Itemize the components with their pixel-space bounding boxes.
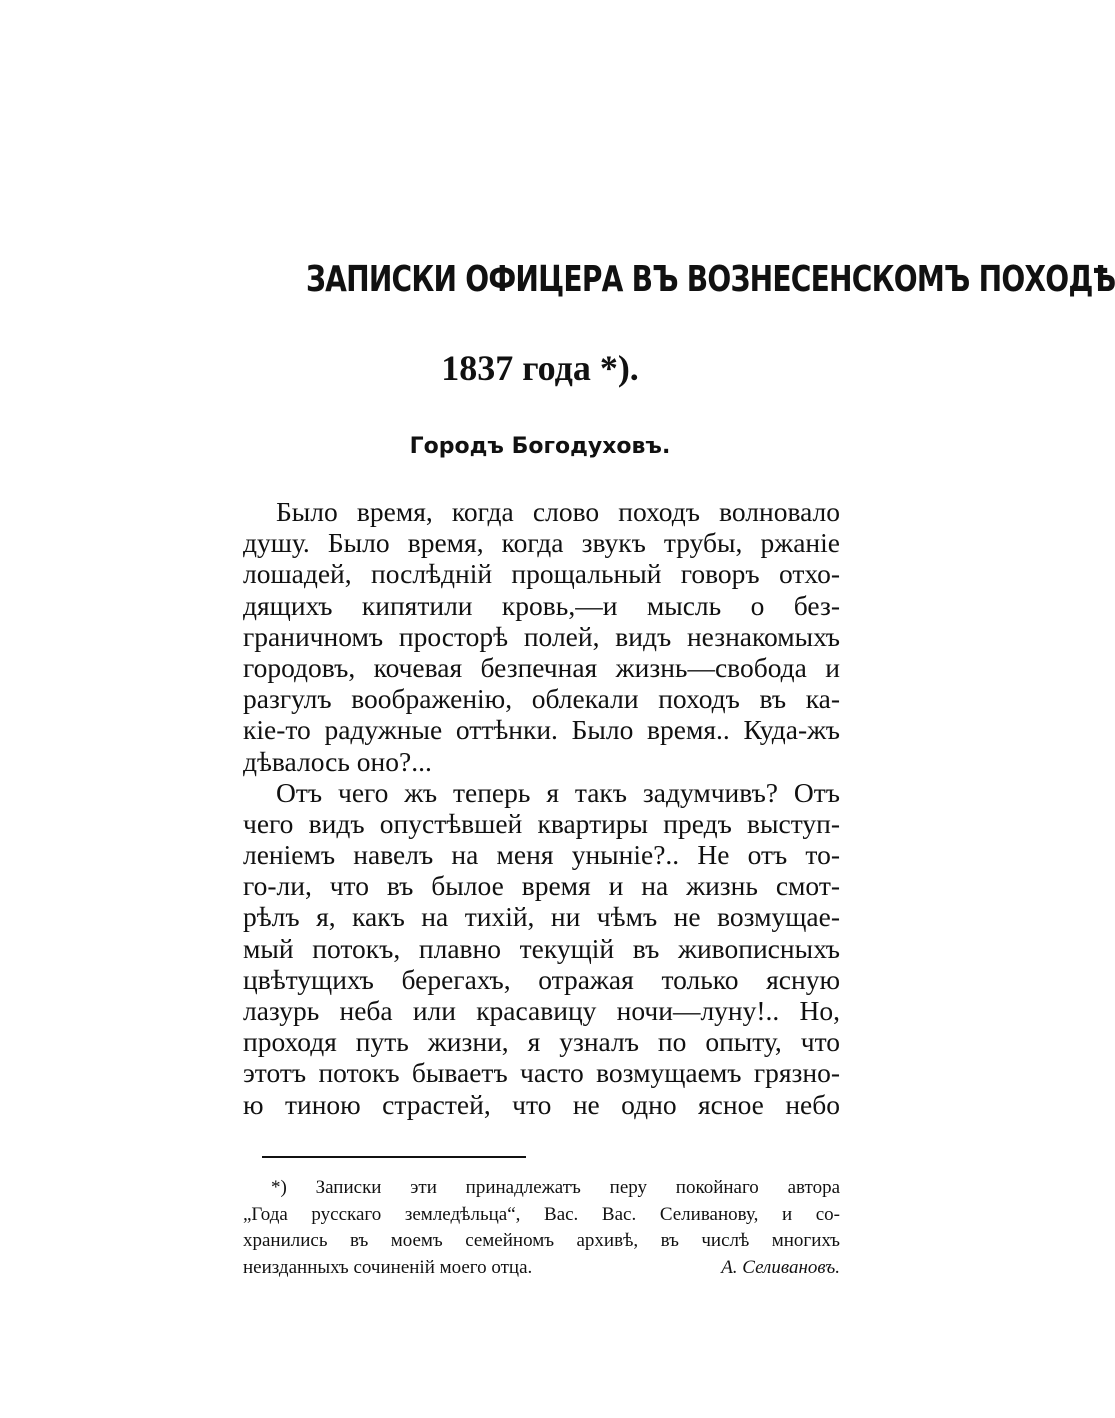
text-line: лазурь неба или красавицу ночи—луну!.. Но, xyxy=(243,995,840,1026)
text-line: лошадей, послѣдній прощальный говоръ отхо- xyxy=(243,558,840,590)
footnote xyxy=(243,1175,840,1281)
footnote-line: „Года русскаго земледѣльца“, Вас. Вас. Селиванову, и со- xyxy=(243,1203,840,1225)
text-line: мый потокъ, плавно текущій въ живописныхъ xyxy=(243,932,840,964)
text-line: разгулъ воображенію, облекали походъ въ ка- xyxy=(243,683,840,715)
text-line: Было время, когда слово походъ волновало xyxy=(276,496,840,527)
text-line: леніемъ навелъ на меня уныніе?.. Не отъ то- xyxy=(243,839,840,871)
footnote-signature: А. Селивановъ. xyxy=(721,1256,840,1278)
text-line: душу. Было время, когда звукъ трубы, ржаніе xyxy=(243,527,840,559)
section-heading: Городъ Богодуховъ. xyxy=(409,434,671,459)
text-line: дящихъ кипятили кровь,—и мысль о без- xyxy=(243,589,840,621)
text-line: ю тиною страстей, что не одно ясное небо xyxy=(243,1088,840,1120)
year-subtitle: 1837 года *). xyxy=(441,348,639,388)
footnote-divider xyxy=(262,1156,526,1158)
text-line: рѣлъ я, какъ на тихій, ни чѣмъ не возмущае- xyxy=(243,901,840,933)
text-line: городовъ, кочевая безпечная жизнь—свобода и xyxy=(243,651,840,683)
text-line: Отъ чего жъ теперь я такъ задумчивъ? Отъ xyxy=(276,776,840,808)
text-line: го-ли, что въ былое время и на жизнь смот- xyxy=(243,870,840,902)
text-line: этотъ потокъ бываетъ часто возмущаемъ грязно- xyxy=(243,1057,840,1089)
footnote-line: неизданныхъ сочиненій моего отца. xyxy=(243,1256,533,1278)
text-line: дѣвалось оно?... xyxy=(243,745,432,777)
footnote-line: *) Записки эти принадлежатъ перу покойнаго автора xyxy=(271,1177,840,1198)
text-line: цвѣтущихъ берегахъ, отражая только ясную xyxy=(243,963,840,995)
text-line: кіе-то радужные оттѣнки. Было время.. Куда-жъ xyxy=(243,714,840,746)
footnote-line: хранились въ моемъ семейномъ архивѣ, въ числѣ многихъ xyxy=(243,1230,840,1251)
text-line: граничномъ просторѣ полей, видъ незнакомыхъ xyxy=(243,620,840,652)
document-title: ЗАПИСКИ ОФИЦЕРА ВЪ ВОЗНЕСЕНСКОМЪ ПОХОДѢ xyxy=(306,259,1115,300)
text-line: проходя путь жизни, я узналъ по опыту, что xyxy=(243,1026,840,1058)
body-text xyxy=(243,496,840,1120)
footnote-last-line xyxy=(243,1255,840,1282)
text-line: чего видъ опустѣвшей квартиры предъ выступ- xyxy=(243,807,840,839)
